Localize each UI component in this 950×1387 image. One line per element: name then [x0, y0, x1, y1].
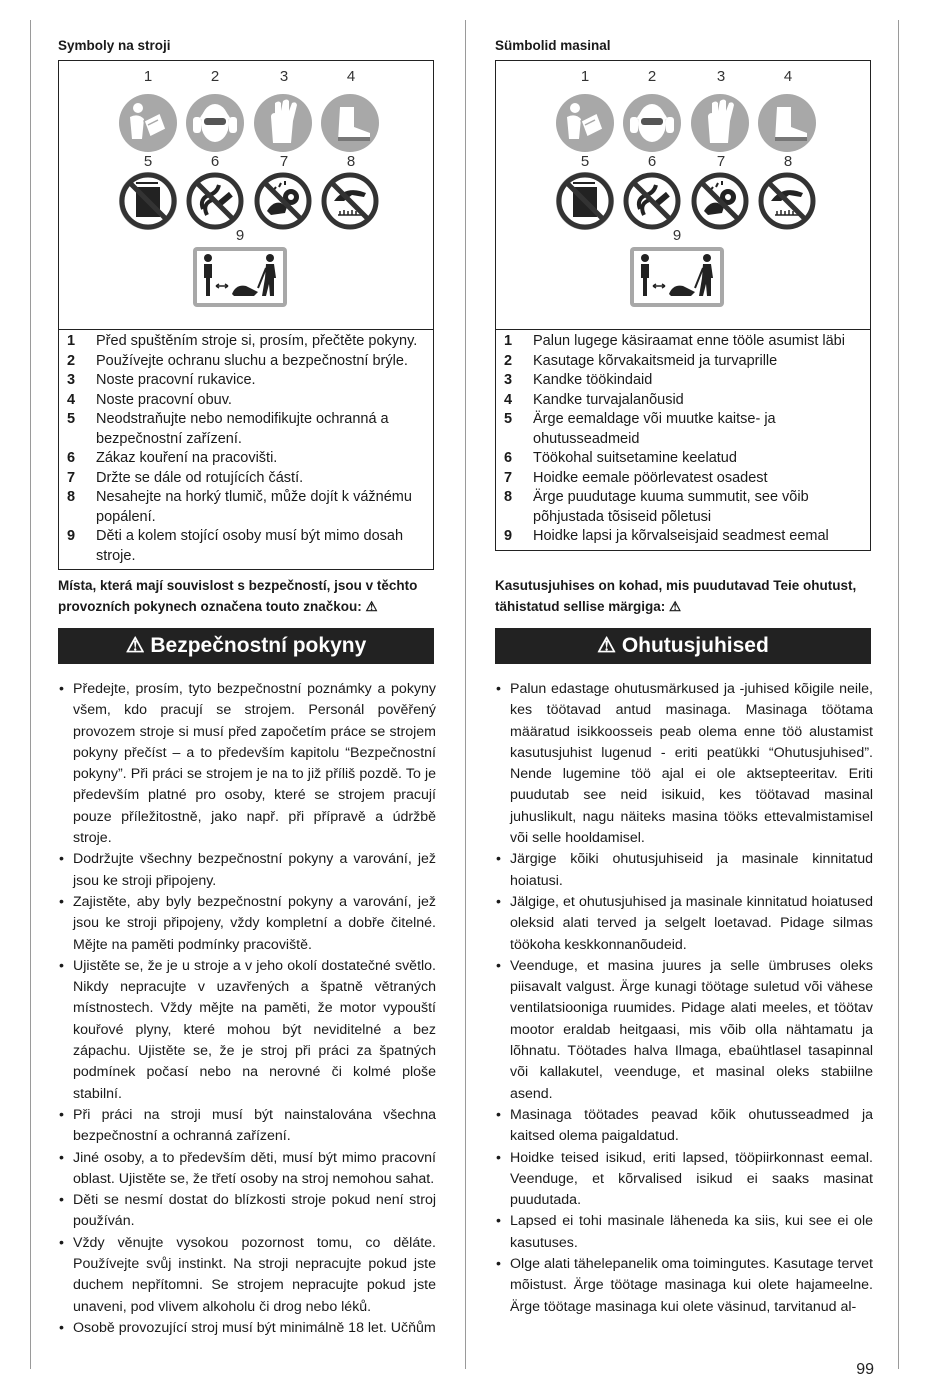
bullet-item: • Předejte, prosím, tyto bezpečnostní poznámky a pokyny všem, kdo pracují se strojem. Personál pověřený provozem stroje si musí před započetím práce se strojem pokyny přečíst – a to především kapitolu “Bezpečnostní pokyny”. Při práci se strojem je na to již příliš pozdě. To je především platné pro osoby, které se strojem pracují pouze příležitostně, jako např. při přípravě a údržbě stroje. [58, 679, 436, 849]
legend-row [504, 352, 862, 372]
legend-text: Kasutage kõrvakaitsmeid ja turvaprille [533, 352, 778, 369]
bullet-item: • Ujistěte se, že je u stroje a v jeho okolí dostatečné světlo. Nikdy nepracujte v uzavřených a špatně větraných místnostech. Vždy mějte na paměti, že motor vypouští kouřové plyny, které mohou být neviditelné a bez zápachu. Ujistěte se, že je stroj při práci za špatných podmínek počasí nebo na nerovné či kolmé ploše stabilní. [58, 956, 436, 1105]
symbol-number-4: 4 [783, 68, 793, 85]
legend-text: Nesahejte na horký tlumič, může dojít k vážnému popálení. [96, 489, 412, 525]
left-margin-rule [30, 20, 31, 1369]
bullet-item: • Děti se nesmí dostat do blízkosti stroje pokud není stroj používán. [58, 1190, 436, 1233]
legend-row [67, 449, 425, 469]
legend-row [67, 410, 425, 449]
bullet-item: • Palun edastage ohutusmärkused ja -juhised kõigile neile, kes töötavad antud masinaga. Masinaga töötama määratud isikkoosseis peab olema enne töö alustamist kasutusjuhist lugenud - eriti peatükki “Ohutusjuhised”. Nende lugemine töö ajal ei ole aktsepteeritav. Eriti puudutab see neid isikuid, kes töötavad masinal juhuslikult, nagu näiteks masina tööks ettevalmistamisel või selle hooldamisel. [495, 679, 873, 849]
read-manual-icon [555, 93, 615, 153]
gloves-icon [690, 93, 750, 153]
legend-number: 3 [67, 372, 76, 388]
legend-row [504, 371, 862, 391]
symbol-number-7: 7 [279, 153, 289, 170]
symbol-number-9: 9 [672, 227, 682, 244]
bullet-item: • Osobě provozující stroj musí být minimálně 18 let. Učňům [58, 1318, 436, 1339]
legend-text: Kandke töökindaid [533, 372, 653, 388]
page-number: 99 [856, 1361, 874, 1378]
safety-marking-note: Místa, která mají souvislost s bezpečností, jsou v těchto provozních pokynech označena touto značkou: ⚠ [58, 578, 418, 614]
legend-row [504, 391, 862, 411]
hot-muffler-icon [320, 171, 380, 231]
safety-heading: ⚠ Bezpečnostní pokyny [58, 628, 434, 664]
bullet-item: • Jälgige, et ohutusjuhised ja masinale kinnitatud hoiatused oleksid alati terved ja selgelt loetavad. Pidage silmas töökoha keskkonnanõudeid. [495, 892, 873, 956]
rotating-parts-icon [253, 171, 313, 231]
ear-eye-protection-icon [185, 93, 245, 153]
legend-number: 6 [504, 450, 513, 466]
legend-text: Používejte ochranu sluchu a bezpečnostní brýle. [96, 352, 408, 369]
hot-muffler-icon [757, 171, 817, 231]
legend-number: 2 [504, 352, 513, 369]
symbol-legend-list [496, 330, 870, 550]
symbol-number-8: 8 [783, 153, 793, 170]
bullet-item: • Při práci na stroji musí být nainstalována všechna bezpečnostní a ochranná zařízení. [58, 1105, 436, 1148]
section-title: Symboly na stroji [58, 38, 171, 53]
symbol-number-8: 8 [346, 153, 356, 170]
legend-number: 4 [67, 391, 76, 408]
legend-number: 3 [504, 372, 513, 388]
symbol-number-3: 3 [716, 68, 726, 85]
symbol-number-7: 7 [716, 153, 726, 170]
legend-number: 1 [67, 333, 76, 349]
legend-text: Držte se dále od rotujících částí. [96, 469, 304, 486]
no-smoking-icon [622, 171, 682, 231]
legend-text: Noste pracovní obuv. [96, 391, 232, 408]
bullet-item: • Veenduge, et masina juures ja selle ümbruses oleks piisavalt valgust. Ärge kunagi töötage suletud või vähese ventilatsiooniga ruumides. Pidage alati meeles, et töötav mootor eraldab heitgaasi, mis võib olla nähtamatu ja lõhnatu. Töötades halva Ilmaga, ebaühtlasel tasapinnal või kallakutel, veenduge, et masinal oleks stabiilne asend. [495, 956, 873, 1105]
symbols-panel [496, 61, 870, 330]
legend-row [67, 332, 425, 352]
legend-text: Zákaz kouření na pracovišti. [96, 450, 278, 466]
legend-row [67, 352, 425, 372]
legend-text: Ärge eemaldage või muutke kaitse- ja ohutusseadmeid [533, 411, 776, 447]
section-title: Sümbolid masinal [495, 38, 611, 53]
symbol-number-4: 4 [346, 68, 356, 85]
legend-number: 1 [504, 333, 513, 349]
legend-row [504, 332, 862, 352]
legend-number: 2 [67, 352, 76, 369]
right-column [495, 38, 873, 551]
bullet-item: • Zajistěte, aby byly bezpečnostní pokyny a varování, jež jsou ke stroji připojeny, vždy kompletní a dobře čitelné. Mějte na paměti podmínky pracoviště. [58, 892, 436, 956]
legend-text: Kandke turvajalanõusid [533, 391, 684, 408]
bullet-item: • Lapsed ei tohi masinale läheneda ka siis, kui see ei ole kasutuses. [495, 1211, 873, 1254]
legend-number: 7 [504, 469, 513, 486]
legend-row [67, 469, 425, 489]
symbol-number-6: 6 [647, 153, 657, 170]
legend-text: Děti a kolem stojící osoby musí být mimo dosah stroje. [96, 528, 404, 564]
symbol-number-5: 5 [143, 153, 153, 170]
bullet-item: • Dodržujte všechny bezpečnostní pokyny a varování, jež jsou ke stroji připojeny. [58, 849, 436, 892]
center-column-rule [465, 20, 466, 1369]
symbol-number-9: 9 [235, 227, 245, 244]
right-margin-rule [898, 20, 899, 1369]
legend-number: 5 [504, 411, 513, 427]
legend-text: Töökohal suitsetamine keelatud [533, 450, 737, 466]
legend-row [504, 410, 862, 449]
legend-row [67, 371, 425, 391]
keep-bystanders-away-icon [629, 246, 725, 308]
no-remove-guards-icon [118, 171, 178, 231]
symbol-number-1: 1 [143, 68, 153, 85]
bullet-item: • Olge alati tähelepanelik oma toimingutes. Kasutage tervet mõistust. Ärge töötage masinaga kui olete hajameelne. Ärge töötage masinaga kui olete väsinud, tarvitanud al- [495, 1254, 873, 1318]
symbols-panel [59, 61, 433, 330]
bullet-item: • Jiné osoby, a to především děti, musí být mimo pracovní oblast. Ujistěte se, že třetí osoby na stroj nemohou sahat. [58, 1148, 436, 1191]
symbol-number-2: 2 [647, 68, 657, 85]
legend-text: Palun lugege käsiraamat enne tööle asumist läbi [533, 333, 845, 349]
rotating-parts-icon [690, 171, 750, 231]
legend-number: 9 [504, 528, 513, 544]
legend-row [504, 527, 862, 547]
legend-row [67, 391, 425, 411]
read-manual-icon [118, 93, 178, 153]
symbol-number-1: 1 [580, 68, 590, 85]
legend-row [504, 488, 862, 527]
bullet-item: • Masinaga töötades peavad kõik ohutusseadmed ja kaitsed olema paigaldatud. [495, 1105, 873, 1148]
safety-boots-icon [757, 93, 817, 153]
legend-number: 5 [67, 411, 76, 427]
bullet-item: • Hoidke teised isikud, eriti lapsed, tööpiirkonnast eemal. Veenduge, et kõrvalised isikud ei saaks masinat puudutada. [495, 1148, 873, 1212]
no-smoking-icon [185, 171, 245, 231]
bullet-item: • Vždy věnujte vysokou pozornost tomu, co děláte. Používejte svůj instinkt. Na stroji nepracujte pokud jste duchem nepřítomni. Se strojem nepracujte pokud jste unaveni, pod vlivem alkoholu či drog nebo léků. [58, 1233, 436, 1318]
safety-heading: ⚠ Ohutusjuhised [495, 628, 871, 664]
legend-text: Hoidke lapsi ja kõrvalseisjaid seadmest eemal [533, 528, 829, 544]
bullet-item: • Järgige kõiki ohutusjuhiseid ja masinale kinnitatud hoiatusi. [495, 849, 873, 892]
legend-text: Neodstraňujte nebo nemodifikujte ochranná a bezpečnostní zařízení. [96, 411, 389, 447]
symbol-number-2: 2 [210, 68, 220, 85]
keep-bystanders-away-icon [192, 246, 288, 308]
symbols-box [495, 60, 871, 551]
symbols-box [58, 60, 434, 570]
symbol-number-5: 5 [580, 153, 590, 170]
safety-marking-note: Kasutusjuhises on kohad, mis puudutavad Teie ohutust, tähistatud sellise märgiga: ⚠ [495, 578, 857, 614]
legend-row [504, 469, 862, 489]
legend-row [67, 488, 425, 527]
no-remove-guards-icon [555, 171, 615, 231]
legend-number: 8 [67, 489, 76, 505]
safety-boots-icon [320, 93, 380, 153]
legend-number: 9 [67, 528, 76, 544]
gloves-icon [253, 93, 313, 153]
left-column [58, 38, 436, 570]
legend-row [67, 527, 425, 566]
safety-bullet-list [495, 679, 873, 1318]
ear-eye-protection-icon [622, 93, 682, 153]
legend-row [504, 449, 862, 469]
legend-number: 6 [67, 450, 76, 466]
symbol-number-6: 6 [210, 153, 220, 170]
legend-text: Před spuštěním stroje si, prosím, přečtěte pokyny. [96, 333, 418, 349]
legend-number: 4 [504, 391, 513, 408]
legend-number: 8 [504, 489, 513, 505]
safety-bullet-list [58, 679, 436, 1339]
legend-text: Noste pracovní rukavice. [96, 372, 256, 388]
legend-text: Hoidke eemale pöörlevatest osadest [533, 469, 768, 486]
symbol-legend-list [59, 330, 433, 569]
legend-text: Ärge puudutage kuuma summutit, see võib põhjustada tõsiseid põletusi [533, 489, 809, 525]
legend-number: 7 [67, 469, 76, 486]
symbol-number-3: 3 [279, 68, 289, 85]
